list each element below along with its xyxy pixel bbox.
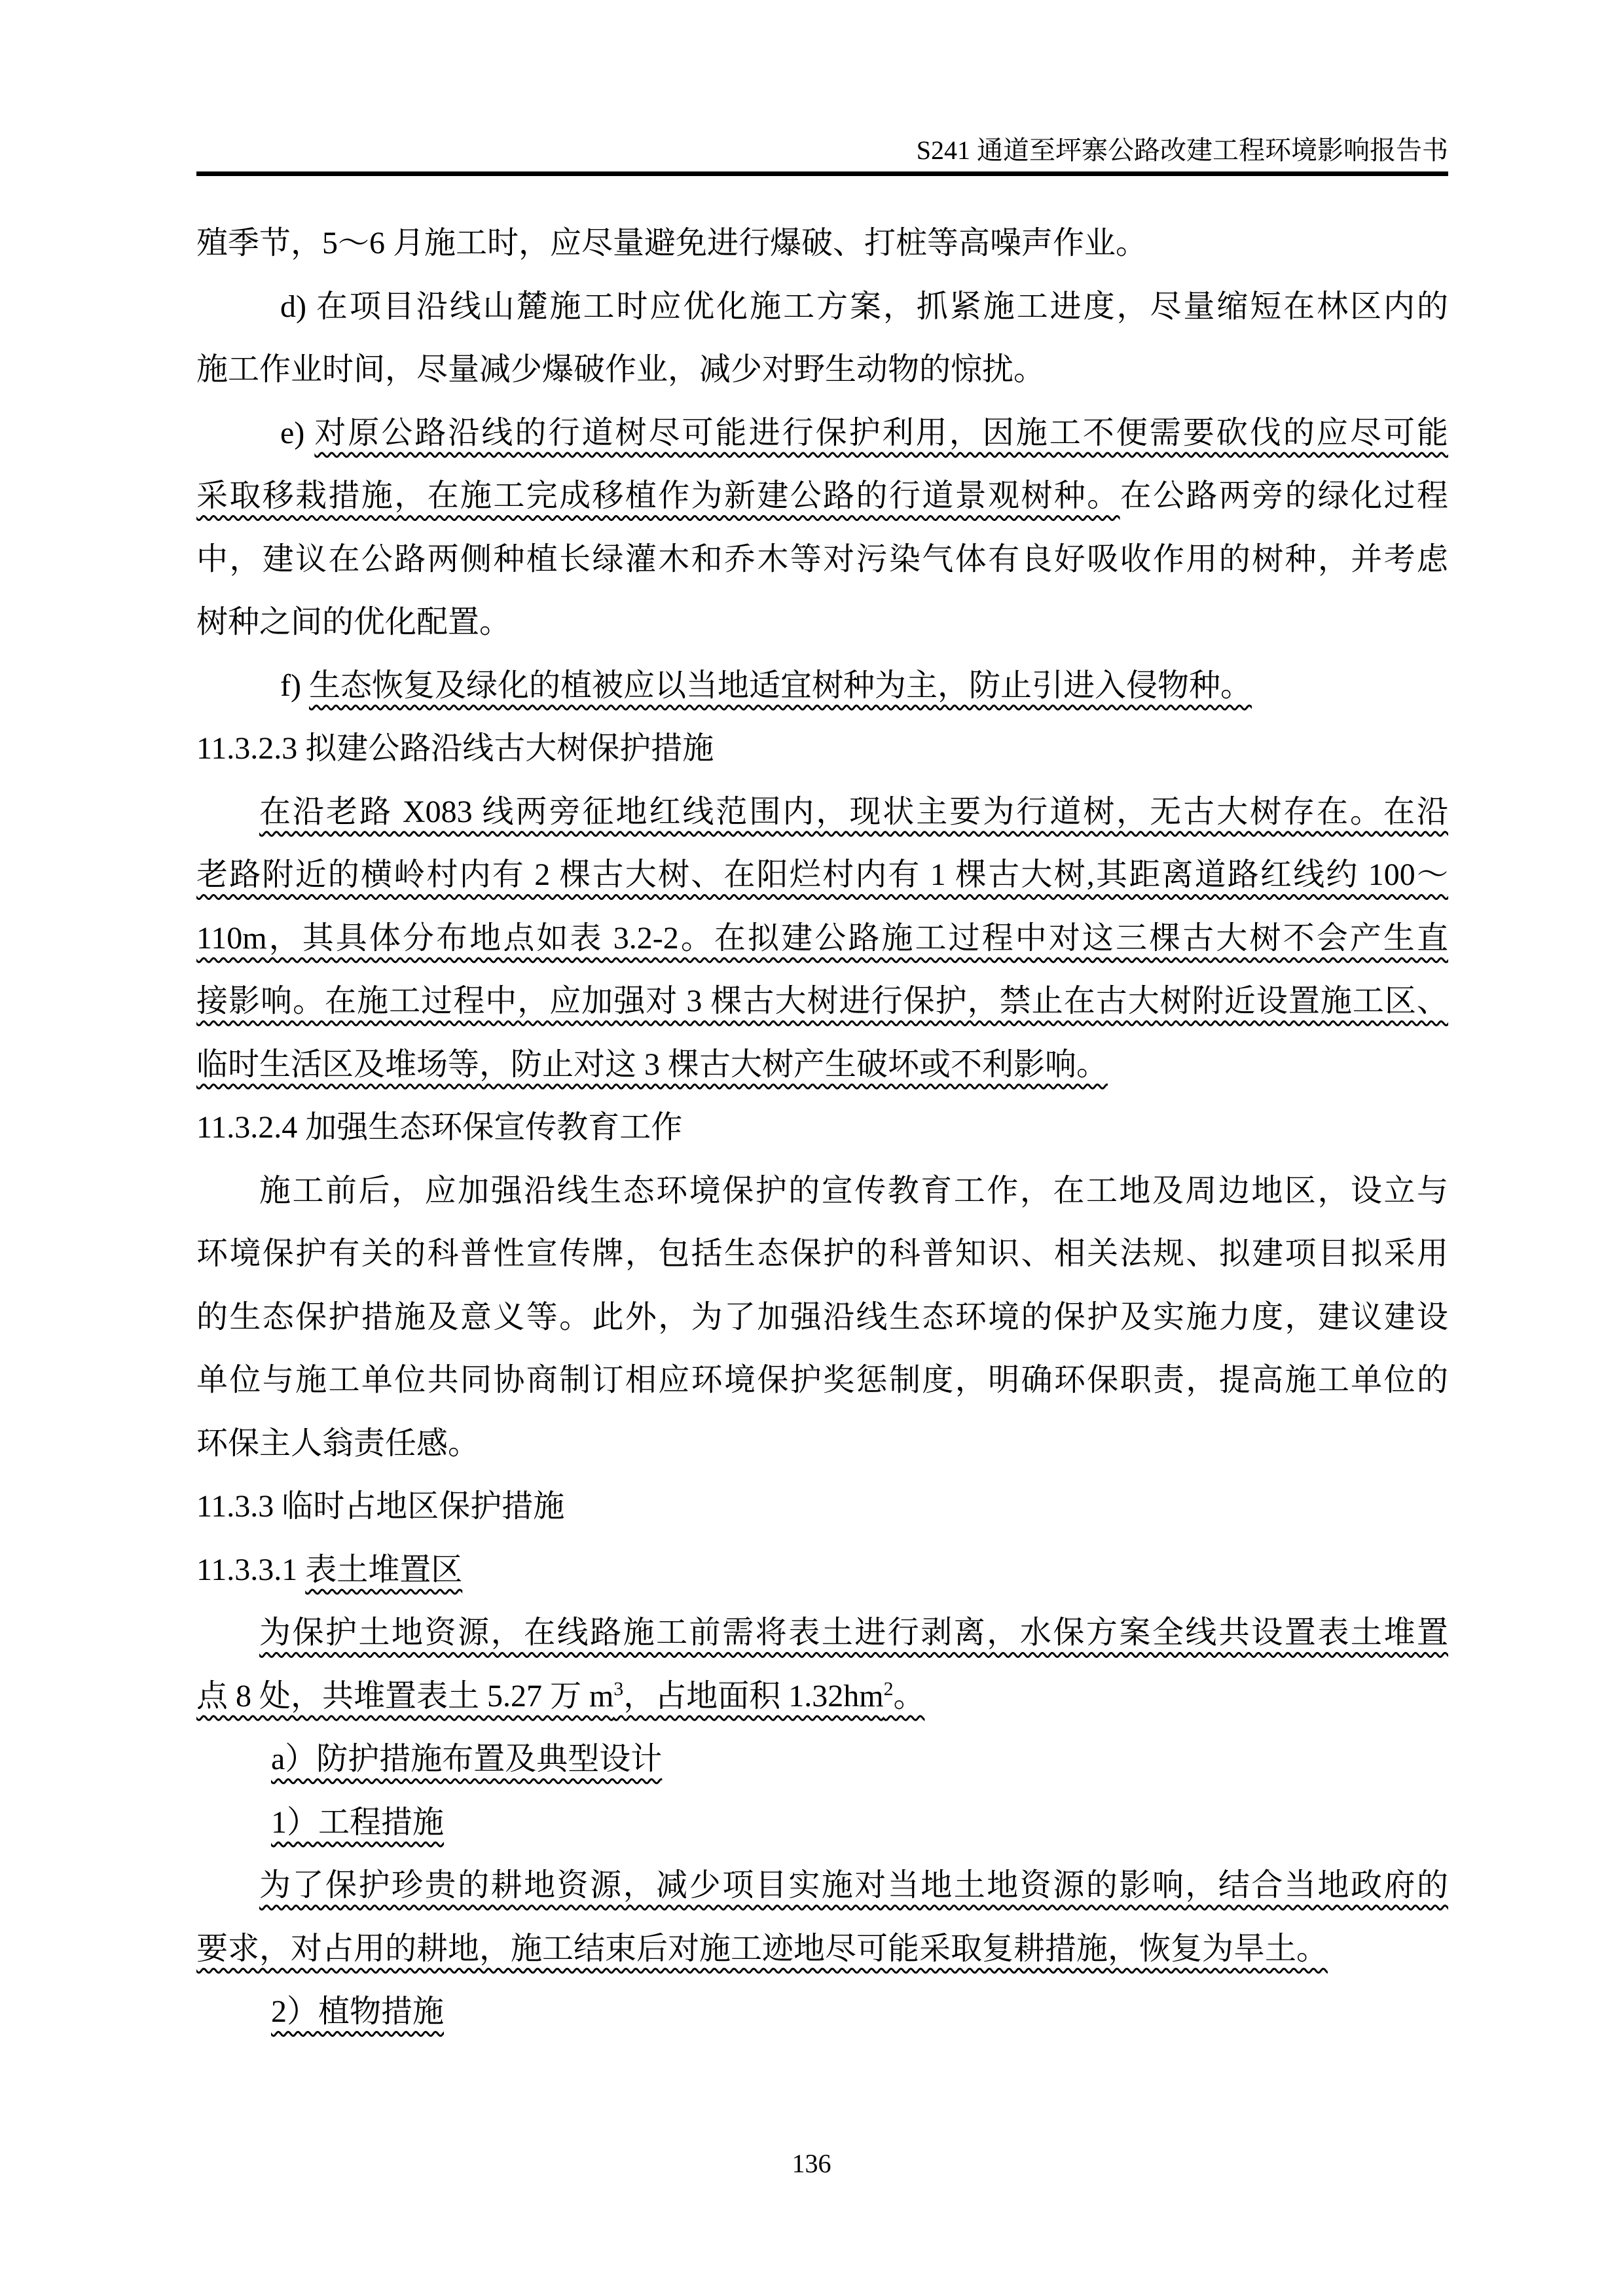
line-prefix: e) <box>280 415 315 450</box>
line-text <box>196 1489 564 1524</box>
underlined-text <box>259 1868 1448 1903</box>
text-segment: 2）植物措施 <box>271 1994 445 2029</box>
underlined-text <box>305 1552 462 1587</box>
text-line <box>196 844 1448 907</box>
line-text <box>259 1174 1448 1208</box>
text-line <box>196 907 1448 971</box>
text-segment: 中，建议在公路两侧种植长绿灌木和乔木等对污染气体有良好吸收作用的树种，并考虑 <box>196 541 1448 577</box>
text-line <box>196 1854 1448 1918</box>
line-text <box>196 1236 1448 1271</box>
underlined-text <box>271 1742 662 1776</box>
underlined-text <box>196 478 1120 513</box>
text-segment: 点 8 处，共堆置表土 5.27 万 m <box>196 1678 614 1713</box>
underlined-text <box>271 1805 444 1840</box>
text-line <box>196 1223 1448 1286</box>
underlined-text <box>196 1931 1328 1966</box>
text-segment: 为保护土地资源，在线路施工前需将表土进行剥离，水保方案全线共设置表土堆置 <box>259 1615 1448 1650</box>
text-segment: d) 在项目沿线山麓施工时应优化施工方案，抓紧施工进度，尽量缩短在林区内的 <box>280 289 1448 324</box>
text-segment: 施工作业时间，尽量减少爆破作业，减少对野生动物的惊扰。 <box>196 352 1046 387</box>
text-line <box>196 212 1448 276</box>
superscript: 3 <box>613 1677 624 1700</box>
text-line <box>196 528 1448 592</box>
text-line <box>196 591 1448 655</box>
line-text <box>196 1110 682 1145</box>
text-segment: 环保主人翁责任感。 <box>196 1426 480 1461</box>
text-line <box>196 465 1448 528</box>
text-segment: 临时生活区及堆场等，防止对这 3 棵古大树产生破坏或不利影响。 <box>196 1047 1108 1082</box>
line-prefix: 11.3.3.1 <box>196 1552 306 1587</box>
text-line <box>196 1791 1448 1855</box>
text-segment: 在沿老路 X083 线两旁征地红线范围内，现状主要为行道树，无古大树存在。在沿 <box>259 794 1448 829</box>
line-text <box>196 542 1448 577</box>
heading-line <box>196 1096 1448 1160</box>
text-segment: 110m，其具体分布地点如表 3.2-2。在拟建公路施工过程中对这三棵古大树不会产生直 <box>196 920 1448 956</box>
body-text <box>196 212 1448 2044</box>
line-text <box>196 731 714 766</box>
text-segment: 接影响。在施工过程中，应加强对 3 棵古大树进行保护，禁止在古大树附近设置施工区、 <box>196 984 1448 1018</box>
text-segment: 老路附近的横岭村内有 2 棵古大树、在阳烂村内有 1 棵古大树,其距离道路红线约 100～ <box>196 857 1448 892</box>
heading-line <box>196 717 1448 781</box>
heading-line <box>196 1475 1448 1539</box>
text-line <box>196 338 1448 402</box>
text-segment: a）防护措施布置及典型设计 <box>271 1742 663 1776</box>
underlined-text <box>314 416 1448 450</box>
text-line <box>196 1728 1448 1791</box>
text-line <box>196 1665 1448 1729</box>
line-text <box>196 1426 479 1461</box>
text-segment: 的生态保护措施及意义等。此外，为了加强沿线生态环境的保护及实施力度，建议建设 <box>196 1299 1448 1335</box>
text-segment: 树种之间的优化配置。 <box>196 605 511 639</box>
line-tail: 在公路两旁的绿化过程 <box>1120 478 1448 513</box>
underlined-text <box>196 984 1448 1018</box>
text-line <box>196 1981 1448 2044</box>
text-segment: 要求，对占用的耕地，施工结束后对施工迹地尽可能采取复耕措施，恢复为旱土。 <box>196 1931 1328 1966</box>
text-segment: 11.3.2.4 加强生态环保宣传教育工作 <box>196 1110 683 1145</box>
line-prefix: f) <box>280 668 309 703</box>
text-segment: 采取移栽措施，在施工完成移植作为新建公路的行道景观树种。 <box>196 478 1120 513</box>
text-segment: 环境保护有关的科普性宣传牌，包括生态保护的科普知识、相关法规、拟建项目拟采用 <box>196 1236 1448 1271</box>
line-text <box>280 289 1448 324</box>
line-text <box>196 226 1147 260</box>
underlined-text <box>196 857 1448 892</box>
text-segment: 为了保护珍贵的耕地资源，减少项目实施对当地土地资源的影响，结合当地政府的 <box>259 1868 1448 1903</box>
line-text <box>196 1363 1448 1397</box>
text-line <box>196 402 1448 465</box>
text-line <box>196 1349 1448 1412</box>
underlined-text <box>271 1994 444 2029</box>
text-line <box>196 1160 1448 1223</box>
text-line <box>196 970 1448 1033</box>
text-line <box>196 276 1448 339</box>
underlined-text <box>196 1047 1108 1082</box>
text-line <box>196 1033 1448 1097</box>
heading-line <box>196 1539 1448 1602</box>
text-segment: 表土堆置区 <box>305 1552 463 1587</box>
text-line <box>196 1412 1448 1476</box>
underlined-text <box>196 921 1448 956</box>
text-segment: 施工前后，应加强沿线生态环境保护的宣传教育工作，在工地及周边地区，设立与 <box>259 1173 1448 1208</box>
header-rule <box>196 171 1448 176</box>
text-line <box>196 1286 1448 1350</box>
underlined-text <box>259 1615 1448 1650</box>
text-segment: 11.3.2.3 拟建公路沿线古大树保护措施 <box>196 731 714 766</box>
underlined-text <box>309 668 1252 703</box>
text-segment: 生态恢复及绿化的植被应以当地适宜树种为主，防止引进入侵物种。 <box>308 668 1252 703</box>
line-text <box>196 605 511 639</box>
text-segment: 11.3.3 临时占地区保护措施 <box>196 1489 565 1524</box>
text-segment: 单位与施工单位共同协商制订相应环境保护奖惩制度，明确环保职责，提高施工单位的 <box>196 1363 1448 1397</box>
page-number: 136 <box>792 2149 831 2178</box>
text-line <box>196 1602 1448 1665</box>
underlined-text <box>196 1679 924 1713</box>
line-text <box>196 352 1045 387</box>
underlined-text <box>259 795 1448 829</box>
text-line <box>196 1918 1448 1981</box>
text-segment: 殖季节，5～6 月施工时，应尽量避免进行爆破、打桩等高噪声作业。 <box>196 226 1148 260</box>
text-segment: ，占地面积 1.32hm <box>623 1678 884 1713</box>
text-segment: 对原公路沿线的行道树尽可能进行保护利用，因施工不便需要砍伐的应尽可能 <box>314 415 1448 450</box>
text-line <box>196 655 1448 718</box>
text-segment: 1）工程措施 <box>271 1804 445 1840</box>
superscript: 2 <box>883 1677 894 1700</box>
running-header: S241 通道至坪寨公路改建工程环境影响报告书 <box>916 135 1448 165</box>
line-text <box>196 1300 1448 1335</box>
text-line <box>196 781 1448 844</box>
text-segment: 。 <box>893 1678 925 1713</box>
